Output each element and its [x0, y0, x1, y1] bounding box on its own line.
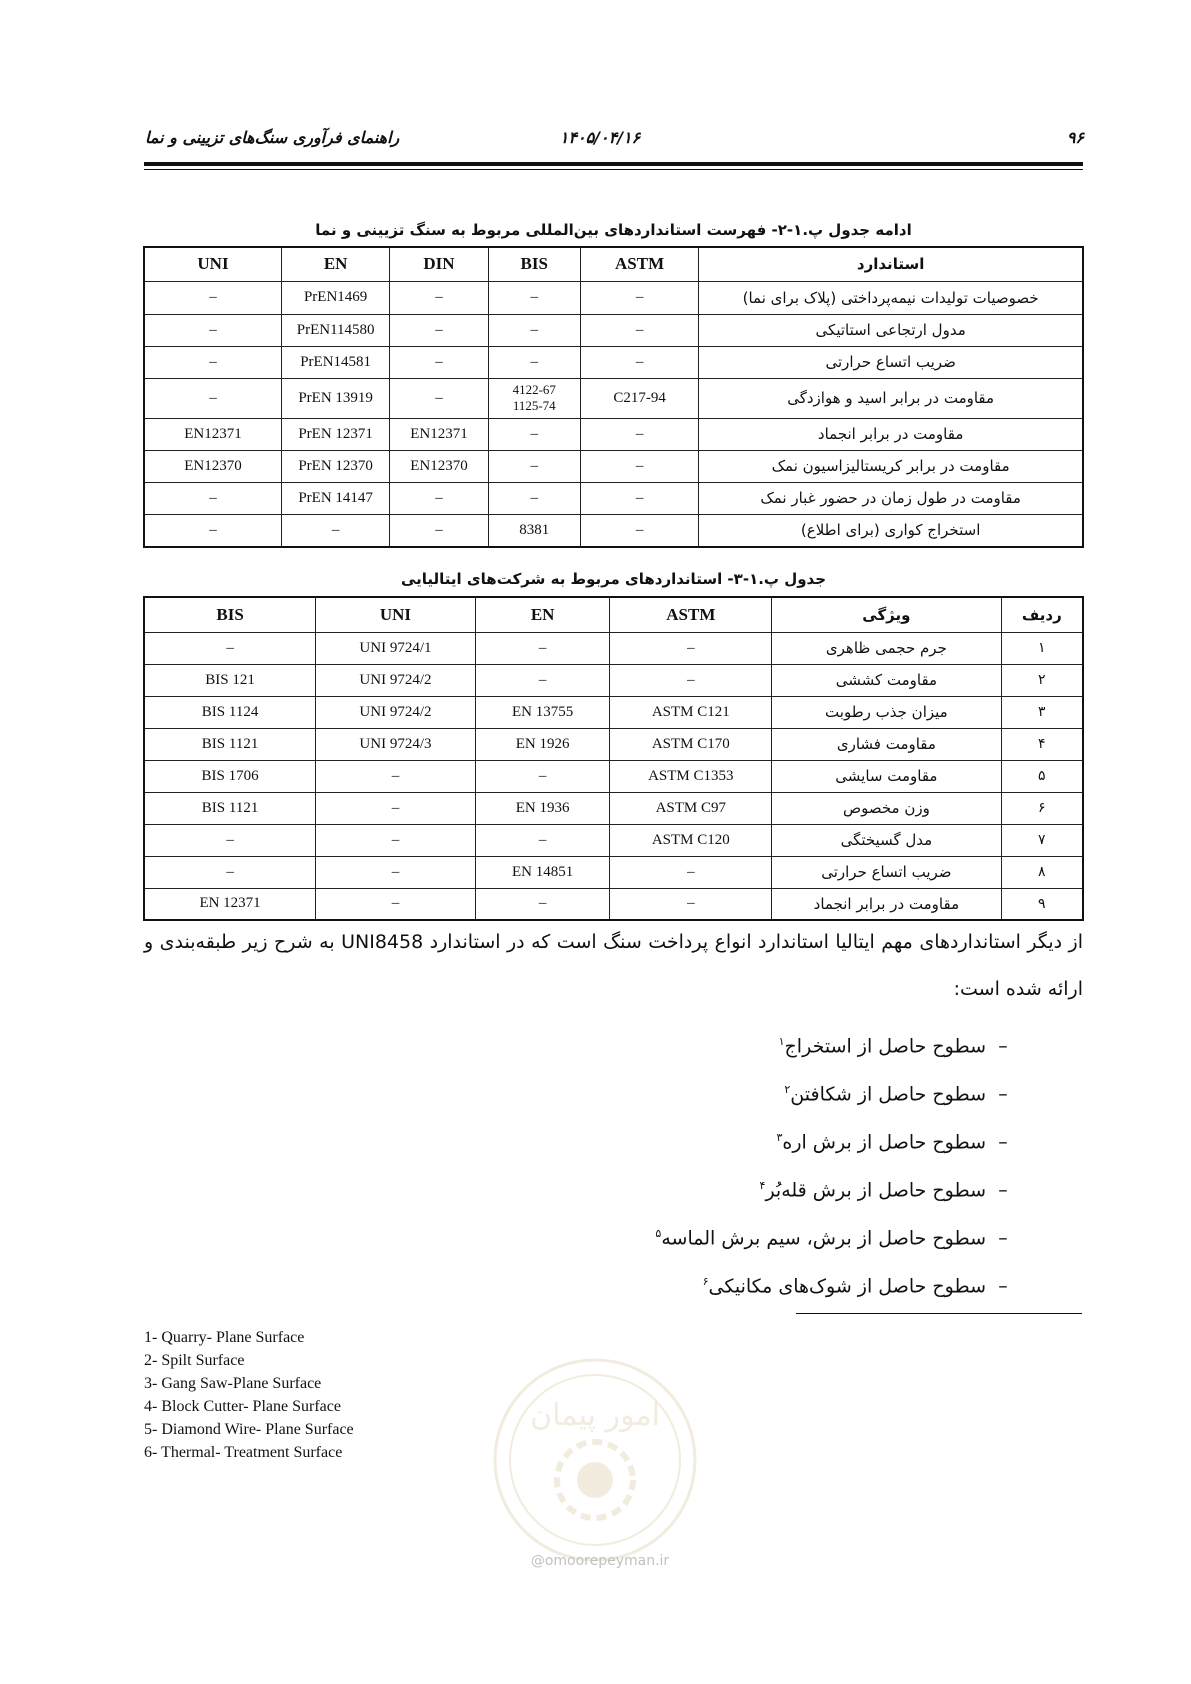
- watermark-site: @omoorepeyman.ir: [530, 1553, 670, 1569]
- table1-cell: EN12370: [390, 450, 488, 482]
- table2-cell: ASTM C170: [610, 728, 772, 760]
- surface-type-item: [600, 1066, 1020, 1114]
- table2-header-cell: ویژگی: [772, 597, 1001, 632]
- table2-row: [144, 856, 1083, 888]
- table1-row: [144, 418, 1083, 450]
- table2-cell: BIS 1121: [144, 728, 316, 760]
- table2-cell: مقاومت در برابر انجماد: [772, 888, 1001, 920]
- table1-cell: –: [390, 314, 488, 346]
- table2-cell: –: [144, 856, 316, 888]
- table2-cell: –: [610, 888, 772, 920]
- standards-table-international: [143, 246, 1084, 548]
- surface-types-list: [600, 1018, 1020, 1306]
- table1-cell: EN12371: [144, 418, 281, 450]
- surface-type-text: سطوح حاصل از برش قله‌بُر: [765, 1179, 986, 1202]
- table2-cell: ۱: [1001, 632, 1083, 664]
- header-date: ۱۴۰۵/۰۴/۱۶: [559, 128, 641, 147]
- table1-cell: –: [488, 314, 580, 346]
- table2-cell: –: [475, 664, 610, 696]
- table1-header-cell: EN: [281, 247, 389, 281]
- table2-cell: UNI 9724/2: [316, 696, 476, 728]
- table2-cell: ASTM C121: [610, 696, 772, 728]
- footnote-item: 4- Block Cutter- Plane Surface: [144, 1398, 341, 1415]
- table2-cell: –: [610, 664, 772, 696]
- table2-cell: ۴: [1001, 728, 1083, 760]
- table2-cell: –: [144, 632, 316, 664]
- table2-cell: مدل گسیختگی: [772, 824, 1001, 856]
- table1-cell: مقاومت در برابر کریستالیزاسیون نمک: [699, 450, 1083, 482]
- table2-cell: ۳: [1001, 696, 1083, 728]
- table2-row: [144, 760, 1083, 792]
- surface-type-text: سطوح حاصل از برش اره: [782, 1131, 986, 1154]
- table1-cell: –: [580, 450, 698, 482]
- table1-cell: استخراج کواری (برای اطلاع): [699, 514, 1083, 547]
- footnote-ref: ۴: [759, 1179, 766, 1192]
- watermark-ring-outer: [495, 1360, 695, 1560]
- footnote-ref: ۳: [776, 1131, 783, 1144]
- watermark-center-icon: [577, 1462, 613, 1498]
- table2-header-cell: EN: [475, 597, 610, 632]
- table2-cell: BIS 121: [144, 664, 316, 696]
- table2-cell: EN 1936: [475, 792, 610, 824]
- table1-row: [144, 281, 1083, 314]
- table2-cell: –: [610, 856, 772, 888]
- table2-cell: ۹: [1001, 888, 1083, 920]
- table2-header-cell: ASTM: [610, 597, 772, 632]
- footnote-ref: ۲: [784, 1083, 791, 1096]
- table1-row: [144, 514, 1083, 547]
- header-book-title: راهنمای فرآوری سنگ‌های تزیینی و نما: [145, 128, 400, 147]
- table2-cell: –: [316, 888, 476, 920]
- table1-cell: PrEN 12371: [281, 418, 389, 450]
- surface-type-text: سطوح حاصل از برش، سیم برش الماسه: [661, 1227, 986, 1250]
- table1-cell: –: [580, 346, 698, 378]
- surface-type-item: [600, 1114, 1020, 1162]
- table2-row: [144, 824, 1083, 856]
- table2-cell: –: [316, 760, 476, 792]
- footnote-item: 2- Spilt Surface: [144, 1352, 245, 1369]
- table1-header-cell: ASTM: [580, 247, 698, 281]
- table1-cell: –: [488, 418, 580, 450]
- table1-caption: ادامه جدول پ.۱-۲- فهرست استانداردهای بین‌المللی مربوط به سنگ تزیینی و نما: [315, 221, 912, 239]
- table2-cell: UNI 9724/2: [316, 664, 476, 696]
- watermark-logo-text: امور پیمان: [530, 1398, 660, 1433]
- footnote-item: 1- Quarry- Plane Surface: [144, 1329, 305, 1346]
- table1-cell: PrEN14581: [281, 346, 389, 378]
- surface-type-item: [600, 1258, 1020, 1306]
- table2-caption: جدول پ.۱-۳- استانداردهای مربوط به شرکت‌های ایتالیایی: [400, 570, 827, 588]
- table1-cell: خصوصیات تولیدات نیمه‌پرداختی (پلاک برای نما): [699, 281, 1083, 314]
- footnote-ref: ۱: [778, 1035, 785, 1048]
- watermark-logo: [490, 1355, 700, 1565]
- table2-cell: –: [316, 824, 476, 856]
- table1-cell: –: [144, 482, 281, 514]
- table2-header-row: [144, 597, 1083, 632]
- table1-row: [144, 314, 1083, 346]
- table2-cell: ضریب اتساع حرارتی: [772, 856, 1001, 888]
- bullet-dash: –: [998, 1275, 1008, 1298]
- table2-cell: –: [475, 824, 610, 856]
- surface-type-item: [600, 1210, 1020, 1258]
- table2-cell: EN 1926: [475, 728, 610, 760]
- table1-row: [144, 346, 1083, 378]
- table1-cell: PrEN114580: [281, 314, 389, 346]
- table1-cell: –: [580, 418, 698, 450]
- surface-type-text: سطوح حاصل از شوک‌های مکانیکی: [708, 1275, 986, 1298]
- table1-cell: –: [144, 281, 281, 314]
- table2-cell: ASTM C120: [610, 824, 772, 856]
- table1-header-cell: استاندارد: [699, 247, 1083, 281]
- table1-cell: –: [390, 482, 488, 514]
- table2-row: [144, 792, 1083, 824]
- footnote-item: 5- Diamond Wire- Plane Surface: [144, 1421, 354, 1438]
- table1-cell: PrEN1469: [281, 281, 389, 314]
- table2-cell: ۸: [1001, 856, 1083, 888]
- surface-type-text: سطوح حاصل از استخراج: [784, 1035, 986, 1058]
- table2-cell: ASTM C97: [610, 792, 772, 824]
- table1-cell: EN12371: [390, 418, 488, 450]
- table2-cell: میزان جذب رطوبت: [772, 696, 1001, 728]
- table1-row: [144, 450, 1083, 482]
- table1-cell: –: [580, 314, 698, 346]
- table1-cell: –: [144, 314, 281, 346]
- table2-cell: BIS 1706: [144, 760, 316, 792]
- table1-cell: 4122-67 1125-74: [488, 378, 580, 418]
- table2-cell: ASTM C1353: [610, 760, 772, 792]
- table1-cell: –: [390, 281, 488, 314]
- table2-header-cell: UNI: [316, 597, 476, 632]
- table2-cell: –: [316, 792, 476, 824]
- table1-cell: مدول ارتجاعی استاتیکی: [699, 314, 1083, 346]
- standards-table-italian: [143, 596, 1084, 921]
- table1-cell: ضریب اتساع حرارتی: [699, 346, 1083, 378]
- table2-cell: جرم حجمی ظاهری: [772, 632, 1001, 664]
- table2-row: [144, 664, 1083, 696]
- table2-cell: –: [610, 632, 772, 664]
- table1-cell: –: [580, 281, 698, 314]
- table1-cell: –: [488, 450, 580, 482]
- table1-row: [144, 378, 1083, 418]
- bullet-dash: –: [998, 1179, 1008, 1202]
- table2-header-cell: ردیف: [1001, 597, 1083, 632]
- table1-cell: PrEN 13919: [281, 378, 389, 418]
- body-paragraph: از دیگر استانداردهای مهم ایتالیا استاندارد انواع پرداخت سنگ است که در استاندارد UNI8458 به شرح زیر طبقه‌بندی و ارائه شده است:: [144, 931, 1083, 1000]
- table1-cell: –: [390, 346, 488, 378]
- table1-cell: مقاومت در طول زمان در حضور غبار نمک: [699, 482, 1083, 514]
- table2-cell: مقاومت فشاری: [772, 728, 1001, 760]
- table1-header-cell: BIS: [488, 247, 580, 281]
- table1-cell: 8381: [488, 514, 580, 547]
- table1-cell: –: [580, 514, 698, 547]
- table1-cell: EN12370: [144, 450, 281, 482]
- table2-cell: EN 14851: [475, 856, 610, 888]
- table2-cell: ۵: [1001, 760, 1083, 792]
- table1-header-row: [144, 247, 1083, 281]
- table2-cell: ۲: [1001, 664, 1083, 696]
- table2-cell: –: [316, 856, 476, 888]
- table2-cell: –: [475, 760, 610, 792]
- table2-cell: –: [475, 888, 610, 920]
- table2-header-cell: BIS: [144, 597, 316, 632]
- table1-cell: –: [144, 378, 281, 418]
- footnote-item: 6- Thermal- Treatment Surface: [144, 1444, 343, 1461]
- table1-cell: مقاومت در برابر اسید و هوازدگی: [699, 378, 1083, 418]
- footnote-item: 3- Gang Saw-Plane Surface: [144, 1375, 322, 1392]
- table2-row: [144, 728, 1083, 760]
- footnote-ref: ۶: [702, 1275, 709, 1288]
- table2-cell: UNI 9724/1: [316, 632, 476, 664]
- surface-type-text: سطوح حاصل از شکافتن: [790, 1083, 986, 1106]
- surface-type-item: [600, 1018, 1020, 1066]
- table2-row: [144, 888, 1083, 920]
- table1-cell: –: [281, 514, 389, 547]
- table1-header-cell: UNI: [144, 247, 281, 281]
- table1-cell: –: [488, 346, 580, 378]
- page-number: ۹۶: [1066, 128, 1084, 147]
- bullet-dash: –: [998, 1131, 1008, 1154]
- footnote-ref: ۵: [655, 1227, 662, 1240]
- header-rule-thin: [144, 169, 1083, 170]
- table2-cell: EN 12371: [144, 888, 316, 920]
- table1-cell: مقاومت در برابر انجماد: [699, 418, 1083, 450]
- table1-cell: –: [390, 378, 488, 418]
- table2-cell: BIS 1124: [144, 696, 316, 728]
- table2-cell: مقاومت کششی: [772, 664, 1001, 696]
- table2-cell: UNI 9724/3: [316, 728, 476, 760]
- table2-cell: وزن مخصوص: [772, 792, 1001, 824]
- table1-cell: –: [580, 482, 698, 514]
- table2-cell: مقاومت سایشی: [772, 760, 1001, 792]
- table2-cell: ۶: [1001, 792, 1083, 824]
- table2-row: [144, 696, 1083, 728]
- table1-cell: –: [488, 281, 580, 314]
- table2-cell: –: [475, 632, 610, 664]
- bullet-dash: –: [998, 1035, 1008, 1058]
- table1-row: [144, 482, 1083, 514]
- table1-cell: C217-94: [580, 378, 698, 418]
- bullet-dash: –: [998, 1083, 1008, 1106]
- table1-cell: PrEN 12370: [281, 450, 389, 482]
- table1-cell: –: [488, 482, 580, 514]
- table2-cell: ۷: [1001, 824, 1083, 856]
- table1-cell: –: [390, 514, 488, 547]
- footnote-rule: [796, 1313, 1082, 1314]
- table2-row: [144, 632, 1083, 664]
- table1-cell: PrEN 14147: [281, 482, 389, 514]
- table2-cell: –: [144, 824, 316, 856]
- header-rule-thick: [144, 162, 1083, 166]
- table2-cell: BIS 1121: [144, 792, 316, 824]
- table2-cell: EN 13755: [475, 696, 610, 728]
- surface-type-item: [600, 1162, 1020, 1210]
- table1-cell: –: [144, 514, 281, 547]
- bullet-dash: –: [998, 1227, 1008, 1250]
- table1-header-cell: DIN: [390, 247, 488, 281]
- table1-cell: –: [144, 346, 281, 378]
